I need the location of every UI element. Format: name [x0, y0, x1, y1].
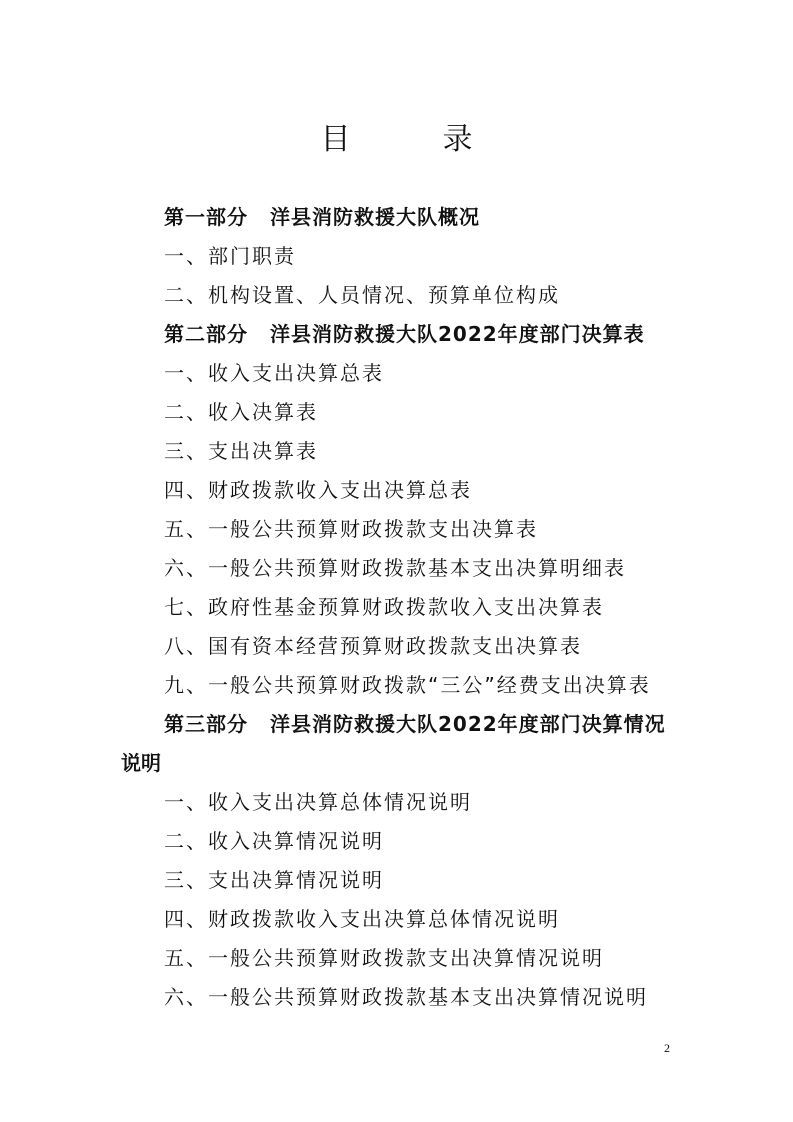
- part-1-label: 第一部分: [164, 205, 248, 229]
- toc-part-3[interactable]: [164, 710, 666, 738]
- toc-item[interactable]: 一、收入支出决算总体情况说明: [164, 790, 472, 814]
- toc-item[interactable]: 二、机构设置、人员情况、预算单位构成: [164, 283, 560, 307]
- toc-item[interactable]: 八、国有资本经营预算财政拨款支出决算表: [164, 634, 582, 658]
- toc-part-1[interactable]: [164, 203, 480, 231]
- part-3-label: 第三部分: [164, 712, 248, 736]
- part-3-text: 洋县消防救援大队2022年度部门决算情况: [270, 712, 666, 736]
- part-2-label: 第二部分: [164, 322, 248, 346]
- toc-part-2[interactable]: [164, 320, 645, 348]
- toc-item[interactable]: 五、一般公共预算财政拨款支出决算情况说明: [164, 946, 604, 970]
- toc-item[interactable]: 六、一般公共预算财政拨款基本支出决算明细表: [164, 556, 626, 580]
- part-2-text: 洋县消防救援大队2022年度部门决算表: [270, 322, 645, 346]
- toc-item[interactable]: 四、财政拨款收入支出决算总表: [164, 478, 472, 502]
- part-3-text-continued: 说明: [121, 751, 161, 775]
- toc-item[interactable]: 四、财政拨款收入支出决算总体情况说明: [164, 907, 560, 931]
- toc-item[interactable]: 九、一般公共预算财政拨款“三公”经费支出决算表: [164, 673, 651, 697]
- toc-item[interactable]: 五、一般公共预算财政拨款支出决算表: [164, 517, 538, 541]
- toc-item[interactable]: 三、支出决算表: [164, 439, 318, 463]
- toc-item[interactable]: 一、部门职责: [164, 244, 296, 268]
- toc-item[interactable]: 二、收入决算情况说明: [164, 829, 384, 853]
- toc-item[interactable]: 二、收入决算表: [164, 400, 318, 424]
- title-char-1: 目: [320, 122, 351, 157]
- title-char-2: 录: [442, 122, 473, 157]
- toc-item[interactable]: 六、一般公共预算财政拨款基本支出决算情况说明: [164, 985, 648, 1009]
- page-title: [0, 114, 793, 158]
- part-1-text: 洋县消防救援大队概况: [270, 205, 480, 229]
- toc-item[interactable]: 七、政府性基金预算财政拨款收入支出决算表: [164, 595, 604, 619]
- toc-item[interactable]: 一、收入支出决算总表: [164, 361, 384, 385]
- toc-item[interactable]: 三、支出决算情况说明: [164, 868, 384, 892]
- page-number: 2: [664, 1041, 670, 1055]
